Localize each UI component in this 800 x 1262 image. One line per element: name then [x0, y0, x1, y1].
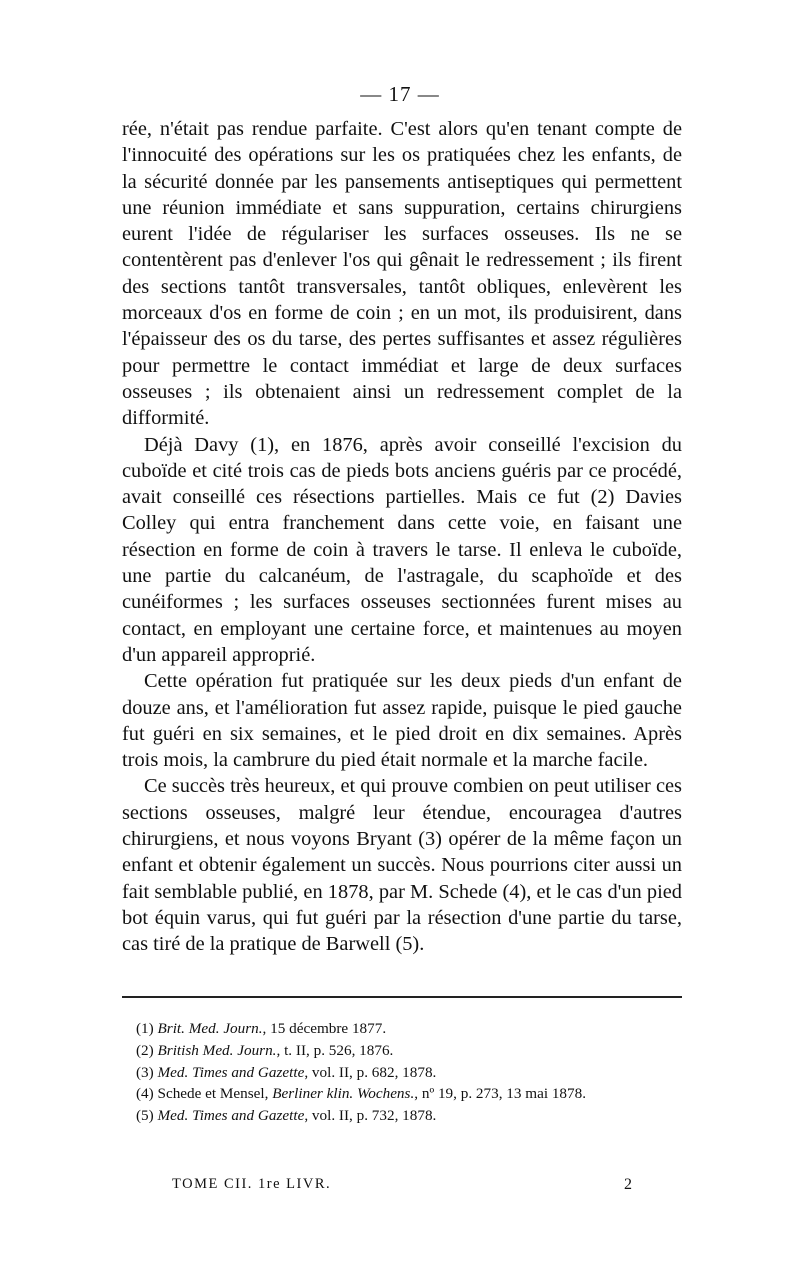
- footnote-details: , vol. II, p. 682, 1878.: [304, 1063, 437, 1081]
- footnote-number: (1): [136, 1020, 154, 1037]
- footnote-source: Brit. Med. Journ.: [157, 1020, 263, 1037]
- paragraph: Cette opération fut pratiquée sur les deux pieds d'un enfant de douze ans, et l'amélioration fut assez rapide, puisque le pied gauche fut guéri en six semaines, et le pied droit en dix semaines. Après trois mois, la cambrure du pied était normale et la marche facile.: [122, 670, 682, 772]
- footnote: [122, 1040, 682, 1062]
- footnote: [122, 1105, 682, 1127]
- paragraph: Ce succès très heureux, et qui prouve combien on peut utiliser ces sections osseuses, malgré leur étendue, encouragea d'autres chirurgiens, et nous voyons Bryant (3) opérer de la même façon un enfant et obtenir également un succès. Nous pourrions citer aussi un fait semblable publié, en 1878, par M. Schede (4), et le cas d'un pied bot équin varus, qui fut guéri par la résection d'une partie du tarse, cas tiré de la pratique de Barwell (5).: [122, 775, 682, 956]
- paragraph: rée, n'était pas rendue parfaite. C'est alors qu'en tenant compte de l'innocuité des opérations sur les os pratiquées chez les enfants, de la sécurité donnée par les pansements antiseptiques qui permettent une réunion immédiate et sans suppuration, certains chirurgiens eurent l'idée de régulariser les surfaces osseuses. Ils ne se contentèrent pas d'enlever l'os qui gênait le redressement ; ils firent des sections tantôt transversales, tantôt obliques, enlevèrent les morceaux d'os en forme de coin ; en un mot, ils produisirent, dans l'épaisseur des os du tarse, des pertes suffisantes et assez régulières pour permettre le contact immédiat et large de deux surfaces osseuses ; ils obtenaient ainsi un redressement complet de la difformité.: [122, 118, 682, 430]
- footnote-source: British Med. Journ.: [157, 1041, 277, 1059]
- volume-mark: TOME CII. 1re LIVR.: [172, 1176, 332, 1192]
- footnote-details: , vol. II, p. 732, 1878.: [304, 1107, 437, 1125]
- footnote-number: (2): [136, 1041, 154, 1059]
- body-text: [122, 116, 682, 958]
- footnote-source: Med. Times and Gazette: [157, 1063, 305, 1081]
- footnote: [122, 1018, 682, 1040]
- footnote: [122, 1083, 682, 1105]
- footnote-authors: Schede et Mensel,: [157, 1085, 273, 1103]
- footnote-number: (3): [136, 1063, 154, 1081]
- footnote-source: Med. Times and Gazette: [157, 1107, 305, 1125]
- printer-signature: [172, 1176, 632, 1193]
- footnote-source: Berliner klin. Wochens.: [272, 1085, 415, 1103]
- footnote-divider: [122, 996, 682, 998]
- footnote: [122, 1062, 682, 1084]
- footnote-details: , nº 19, p. 273, 13 mai 1878.: [414, 1085, 587, 1103]
- page-number: — 17 —: [360, 82, 440, 106]
- footnote-number: (4): [136, 1085, 154, 1103]
- paragraph: Déjà Davy (1), en 1876, après avoir conseillé l'excision du cuboïde et cité trois cas de pieds bots anciens guéris par ce procédé, avait conseillé ces résections partielles. Mais ce fut (2) Davies Colley qui entra franchement dans cette voie, en faisant une résection en forme de coin à travers le tarse. Il enleva le cuboïde, une partie du calcanéum, de l'astragale, du scaphoïde et des cunéiformes ; les surfaces osseuses sectionnées furent mises au contact, en employant une certaine force, et maintenues au moyen d'un appareil approprié.: [122, 433, 682, 666]
- footnote-number: (5): [136, 1107, 154, 1125]
- footnote-details: , t. II, p. 526, 1876.: [276, 1041, 394, 1059]
- footnotes: [122, 1018, 682, 1127]
- sheet-number: 2: [624, 1176, 632, 1193]
- footnote-details: , 15 décembre 1877.: [262, 1020, 387, 1037]
